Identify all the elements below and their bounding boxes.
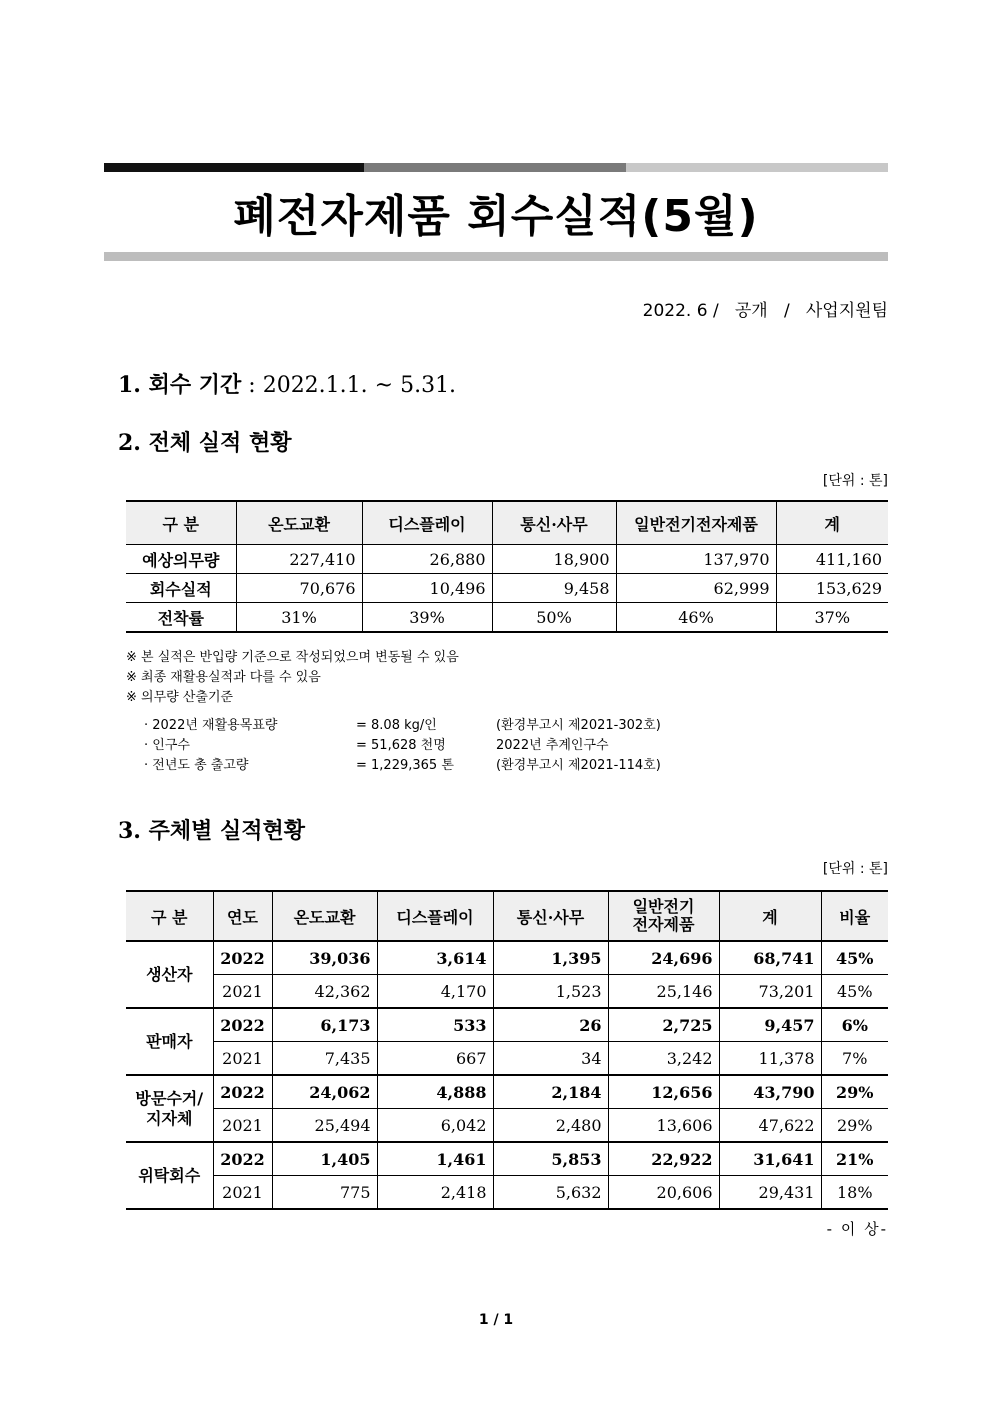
table2-header: 디스플레이 <box>377 891 493 941</box>
section-3-label: 3. 주체별 실적현황 <box>118 818 306 844</box>
table-cell: 25,494 <box>272 1109 377 1143</box>
table-cell: 12,656 <box>608 1075 719 1109</box>
row-label: 예상의무량 <box>126 545 236 574</box>
calc-name: · 인구수 <box>144 738 190 753</box>
group-label: 생산자 <box>126 941 213 1008</box>
calc-row <box>144 736 661 756</box>
table-cell: 21% <box>821 1142 888 1176</box>
table-cell: 6% <box>821 1008 888 1042</box>
table-cell: 24,696 <box>608 941 719 975</box>
table-cell: 3,242 <box>608 1042 719 1076</box>
table-cell: 411,160 <box>776 545 888 574</box>
table-cell: 667 <box>377 1042 493 1076</box>
table-row <box>126 545 888 574</box>
end-mark: - 이 상- <box>826 1220 888 1238</box>
table-row <box>126 603 888 633</box>
header-bar-light-gray <box>626 163 888 172</box>
note-line: ※ 본 실적은 반입량 기준으로 작성되었으며 변동될 수 있음 <box>126 650 459 665</box>
table-cell: 31% <box>236 603 362 633</box>
section-1-label: 1. 회수 기간 <box>118 372 242 398</box>
table-cell: 1,523 <box>493 975 608 1009</box>
document-meta: 2022. 6 / 공개 / 사업지원팀 <box>642 301 888 321</box>
table-cell: 533 <box>377 1008 493 1042</box>
year-cell: 2022 <box>213 1075 272 1109</box>
title-underline <box>104 252 888 261</box>
table2-header: 계 <box>719 891 821 941</box>
table-row <box>126 1008 888 1042</box>
group-label: 방문수거/ 지자체 <box>126 1075 213 1142</box>
table-cell: 39,036 <box>272 941 377 975</box>
table-cell: 4,170 <box>377 975 493 1009</box>
table-cell: 34 <box>493 1042 608 1076</box>
group-label: 판매자 <box>126 1008 213 1075</box>
entity-performance-table <box>126 890 888 1210</box>
table-cell: 7,435 <box>272 1042 377 1076</box>
table-row <box>126 1075 888 1109</box>
table1-header: 구 분 <box>126 501 236 545</box>
table-row <box>126 941 888 975</box>
table-row <box>126 1142 888 1176</box>
table-cell: 22,922 <box>608 1142 719 1176</box>
table1-header: 일반전기전자제품 <box>616 501 776 545</box>
section-3-heading <box>118 814 305 845</box>
year-cell: 2021 <box>213 1042 272 1076</box>
table-cell: 2,725 <box>608 1008 719 1042</box>
table-row <box>126 1042 888 1076</box>
calc-note: (환경부고시 제2021-302호) <box>496 718 661 733</box>
table-cell: 18% <box>821 1176 888 1210</box>
year-cell: 2022 <box>213 941 272 975</box>
unit-label-2: [단위 : 톤] <box>822 861 888 877</box>
page-number: 1 / 1 <box>478 1312 514 1328</box>
table-cell: 29% <box>821 1075 888 1109</box>
table-row <box>126 1109 888 1143</box>
calc-value: = 51,628 천명 <box>356 738 446 753</box>
section-2-label: 2. 전체 실적 현황 <box>118 430 292 456</box>
table2-header: 온도교환 <box>272 891 377 941</box>
table-cell: 42,362 <box>272 975 377 1009</box>
table-cell: 153,629 <box>776 574 888 603</box>
table2-header-row <box>126 891 888 941</box>
table-cell: 775 <box>272 1176 377 1210</box>
note-line: ※ 의무량 산출기준 <box>126 690 234 705</box>
table1-header: 디스플레이 <box>362 501 492 545</box>
table-cell: 20,606 <box>608 1176 719 1210</box>
table-cell: 5,853 <box>493 1142 608 1176</box>
table-cell: 29% <box>821 1109 888 1143</box>
table-cell: 73,201 <box>719 975 821 1009</box>
year-cell: 2021 <box>213 1109 272 1143</box>
table-cell: 31,641 <box>719 1142 821 1176</box>
header-bar-dark-gray <box>364 163 626 172</box>
table-cell: 37% <box>776 603 888 633</box>
table-cell: 26 <box>493 1008 608 1042</box>
table-cell: 227,410 <box>236 545 362 574</box>
table-cell: 6,042 <box>377 1109 493 1143</box>
table-cell: 45% <box>821 941 888 975</box>
page-title: 폐전자제품 회수실적(5월) <box>233 191 759 242</box>
section-1-heading <box>118 368 456 399</box>
table-cell: 9,458 <box>492 574 616 603</box>
table-cell: 47,622 <box>719 1109 821 1143</box>
table-cell: 45% <box>821 975 888 1009</box>
table1-header: 통신·사무 <box>492 501 616 545</box>
obligation-calculation <box>144 716 661 776</box>
table-cell: 2,418 <box>377 1176 493 1210</box>
notes-block <box>126 648 459 708</box>
table-cell: 6,173 <box>272 1008 377 1042</box>
table-cell: 29,431 <box>719 1176 821 1210</box>
table-cell: 24,062 <box>272 1075 377 1109</box>
table-cell: 5,632 <box>493 1176 608 1210</box>
table-cell: 50% <box>492 603 616 633</box>
table1-header: 계 <box>776 501 888 545</box>
table2-header: 구 분 <box>126 891 213 941</box>
calc-row <box>144 756 661 776</box>
table-cell: 70,676 <box>236 574 362 603</box>
table-cell: 2,184 <box>493 1075 608 1109</box>
table-cell: 1,395 <box>493 941 608 975</box>
table-cell: 39% <box>362 603 492 633</box>
year-cell: 2021 <box>213 1176 272 1210</box>
calc-row <box>144 716 661 736</box>
table-cell: 43,790 <box>719 1075 821 1109</box>
table2-header: 연도 <box>213 891 272 941</box>
year-cell: 2022 <box>213 1008 272 1042</box>
table-cell: 3,614 <box>377 941 493 975</box>
row-label: 전착률 <box>126 603 236 633</box>
calc-name: · 전년도 총 출고량 <box>144 758 249 773</box>
section-2-heading <box>118 426 291 457</box>
table1-header: 온도교환 <box>236 501 362 545</box>
table2-header: 비율 <box>821 891 888 941</box>
calc-note: (환경부고시 제2021-114호) <box>496 758 661 773</box>
calc-value: = 8.08 kg/인 <box>356 718 437 733</box>
group-label: 위탁회수 <box>126 1142 213 1209</box>
table-cell: 46% <box>616 603 776 633</box>
table1-header-row <box>126 501 888 545</box>
table-cell: 4,888 <box>377 1075 493 1109</box>
table-cell: 2,480 <box>493 1109 608 1143</box>
table-row <box>126 574 888 603</box>
table2-header: 일반전기 전자제품 <box>608 891 719 941</box>
table-cell: 13,606 <box>608 1109 719 1143</box>
table-cell: 10,496 <box>362 574 492 603</box>
header-bar-black <box>104 163 364 172</box>
table-cell: 26,880 <box>362 545 492 574</box>
table-cell: 137,970 <box>616 545 776 574</box>
table-cell: 9,457 <box>719 1008 821 1042</box>
overall-performance-table <box>126 500 888 633</box>
table2-header: 통신·사무 <box>493 891 608 941</box>
table-row <box>126 975 888 1009</box>
year-cell: 2021 <box>213 975 272 1009</box>
table-cell: 1,461 <box>377 1142 493 1176</box>
calc-note: 2022년 추계인구수 <box>496 738 609 753</box>
table-cell: 7% <box>821 1042 888 1076</box>
table-cell: 1,405 <box>272 1142 377 1176</box>
calc-value: = 1,229,365 톤 <box>356 758 454 773</box>
row-label: 회수실적 <box>126 574 236 603</box>
table-cell: 11,378 <box>719 1042 821 1076</box>
table-cell: 25,146 <box>608 975 719 1009</box>
table-cell: 18,900 <box>492 545 616 574</box>
table-cell: 68,741 <box>719 941 821 975</box>
section-1-value: : 2022.1.1. ~ 5.31. <box>241 373 457 398</box>
table-row <box>126 1176 888 1210</box>
unit-label-1: [단위 : 톤] <box>822 473 888 489</box>
table-cell: 62,999 <box>616 574 776 603</box>
calc-name: · 2022년 재활용목표량 <box>144 718 278 733</box>
note-line: ※ 최종 재활용실적과 다를 수 있음 <box>126 670 321 685</box>
year-cell: 2022 <box>213 1142 272 1176</box>
